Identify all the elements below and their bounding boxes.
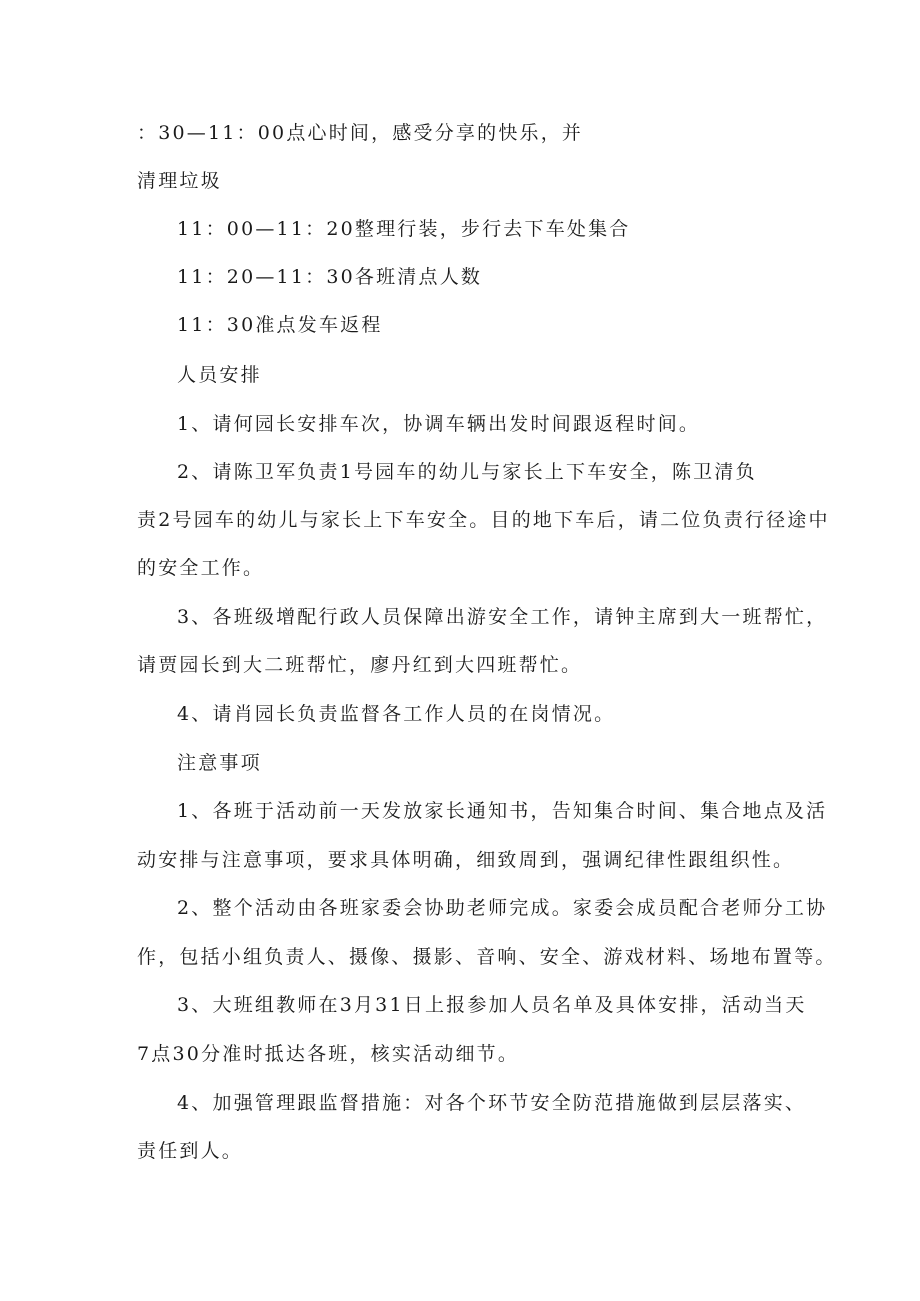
staffing-item-2-cont-2: 的安全工作。 xyxy=(137,557,265,579)
staffing-item-1: 1、请何园长安排车次，协调车辆出发时间跟返程时间。 xyxy=(177,413,701,435)
schedule-line-headcount: 11：20—11：30各班清点人数 xyxy=(177,266,483,288)
staffing-item-4: 4、请肖园长负责监督各工作人员的在岗情况。 xyxy=(177,703,616,725)
precaution-item-3-cont: 7点30分准时抵达各班，核实活动细节。 xyxy=(137,1043,520,1065)
precaution-item-1-cont: 动安排与注意事项，要求具体明确，细致周到，强调纪律性跟组织性。 xyxy=(137,849,795,871)
schedule-line-pack-up: 11：00—11：20整理行装，步行去下车处集合 xyxy=(177,218,631,240)
precaution-item-2: 2、整个活动由各班家委会协助老师完成。家委会成员配合老师分工协 xyxy=(177,897,828,919)
staffing-item-3-cont: 请贾园长到大二班帮忙，廖丹红到大四班帮忙。 xyxy=(137,654,583,676)
staffing-item-2: 2、请陈卫军负责1号园车的幼儿与家长上下车安全，陈卫清负 xyxy=(177,461,757,483)
precaution-item-4-cont: 责任到人。 xyxy=(137,1140,244,1162)
staffing-item-2-cont-1: 责2号园车的幼儿与家长上下车安全。目的地下车后，请二位负责行径途中 xyxy=(137,509,830,531)
precaution-item-3: 3、大班组教师在3月31日上报参加人员名单及具体安排，活动当天 xyxy=(177,994,807,1016)
precaution-item-2-cont: 作，包括小组负责人、摄像、摄影、音响、安全、游戏材料、场地布置等。 xyxy=(137,946,837,968)
precaution-item-1: 1、各班于活动前一天发放家长通知书，告知集合时间、集合地点及活 xyxy=(177,800,828,822)
section-heading-staffing: 人员安排 xyxy=(177,364,262,386)
staffing-item-3: 3、各班级增配行政人员保障出游安全工作，请钟主席到大一班帮忙， xyxy=(177,606,828,628)
precaution-item-4: 4、加强管理跟监督措施：对各个环节安全防范措施做到层层落实、 xyxy=(177,1092,807,1114)
section-heading-precautions: 注意事项 xyxy=(177,752,262,774)
schedule-line-snack-time: ：30—11：00点心时间，感受分享的快乐，并 xyxy=(137,122,584,144)
schedule-line-return: 11：30准点发车返程 xyxy=(177,314,383,336)
schedule-line-snack-cont: 清理垃圾 xyxy=(137,170,222,192)
